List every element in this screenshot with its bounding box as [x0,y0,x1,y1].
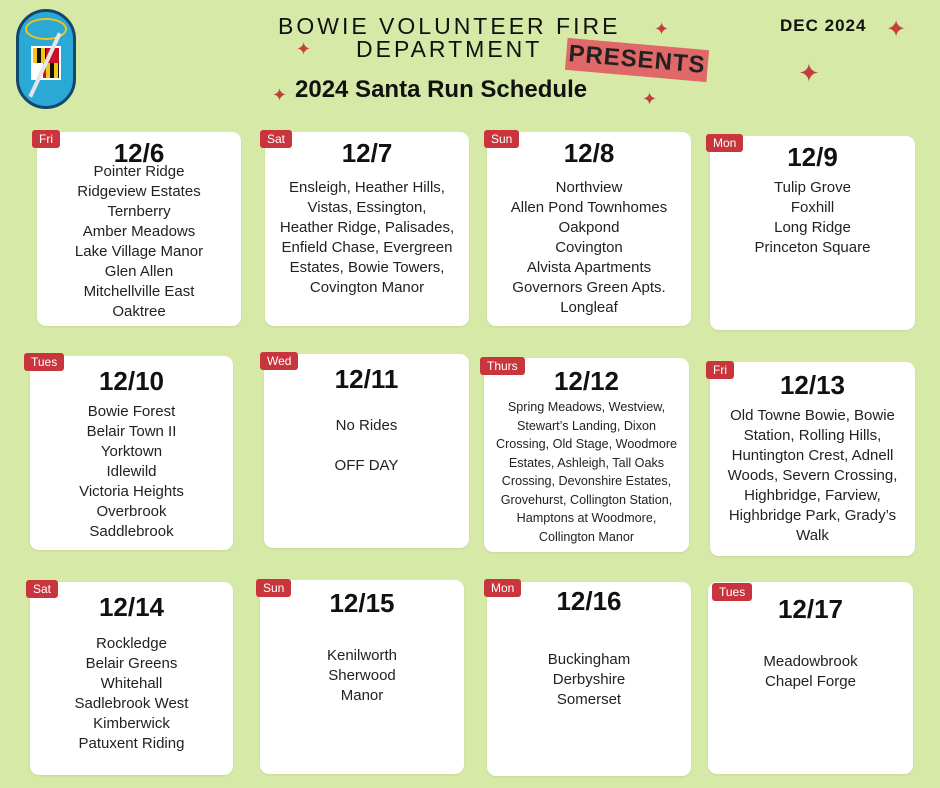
card-date: 12/16 [556,586,622,616]
card-neighborhoods: Rockledge Belair Greens Whitehall Sadlebrook West Kimberwick Patuxent Riding [74,635,189,752]
schedule-card [264,354,469,548]
schedule-card [30,356,233,550]
card-date: 12/11 [334,364,399,394]
card-neighborhoods: Northview Allen Pond Townhomes Oakpond Covington Alvista Apartments Governors Green Apts. Longleaf [510,179,668,316]
day-tag: Sun [256,579,291,597]
card-date: 12/15 [329,588,395,618]
day-tag: Sat [260,130,292,148]
schedule-card [487,582,691,776]
schedule-card [37,132,241,326]
sparkle-icon: ✦ [798,58,820,88]
day-tag: Tues [712,583,752,601]
sparkle-icon: ✦ [654,19,670,39]
day-tag: Wed [260,352,298,370]
schedule-card [710,362,915,556]
schedule-card [708,582,913,774]
schedule-card [487,132,691,326]
schedule-subtitle: 2024 Santa Run Schedule [295,76,588,103]
card-neighborhoods: Bowie Forest Belair Town II Yorktown Idlewild Victoria Heights Overbrook Saddlebrook [79,403,184,540]
card-date: 12/8 [563,138,615,168]
card-neighborhoods: Meadowbrook Chapel Forge [763,653,858,690]
day-tag: Fri [706,361,734,379]
card-neighborhoods: No Rides OFF DAY [334,417,399,474]
schedule-card [30,582,233,775]
card-date: 12/10 [98,366,165,396]
org-title-line-1: BOWIE VOLUNTEER FIRE [278,13,621,39]
schedule-card [710,136,915,330]
card-date: 12/6 [113,138,165,168]
sparkle-icon: ✦ [886,16,907,43]
card-date: 12/9 [787,142,838,172]
org-title-line-2: DEPARTMENT [356,36,543,62]
sparkle-icon: ✦ [642,89,658,109]
schedule-card [260,580,464,774]
day-tag: Sat [26,580,58,598]
card-neighborhoods: Pointer Ridge Ridgeview Estates Ternberry Amber Meadows Lake Village Manor Glen Allen Mitchellville East Oaktree [74,163,204,320]
sparkle-icon: ✦ [272,85,288,105]
card-date: 12/12 [553,366,620,396]
card-neighborhoods: Kenilworth Sherwood Manor [326,647,398,704]
day-tag: Mon [484,579,521,597]
card-neighborhoods: Tulip Grove Foxhill Long Ridge Princeton Square [754,179,871,256]
day-tag: Thurs [480,357,525,375]
day-tag: Fri [32,130,60,148]
card-neighborhoods: Old Towne Bowie, Bowie Station, Rolling Hills, Huntington Crest, Adnell Woods, Severn Crossing, Highbridge, Farview, Highbridge Park, Grady’s Walk [727,407,898,544]
card-date: 12/7 [341,138,393,168]
schedule-card [265,132,469,326]
presents-banner: PRESENTS [565,38,709,82]
day-tag: Sun [484,130,519,148]
card-date: 12/17 [777,594,844,624]
department-logo [16,9,76,109]
schedule-date: DEC 2024 [780,16,867,35]
schedule-card [484,358,689,552]
card-neighborhoods: Ensleigh, Heather Hills, Vistas, Essington, Heather Ridge, Palisades, Enfield Chase, Evergreen Estates, Bowie Towers, Covington Manor [279,179,455,296]
sparkle-icon: ✦ [296,39,312,59]
day-tag: Tues [24,353,64,371]
card-date: 12/14 [98,592,165,622]
card-neighborhoods: Buckingham Derbyshire Somerset [547,651,631,708]
card-neighborhoods: Spring Meadows, Westview, Stewart’s Landing, Dixon Crossing, Old Stage, Woodmore Estates, Ashleigh, Tall Oaks Crossing, Devonshire Estates, Grovehurst, Collington Station, Hamptons at Woodmore, Collington Manor [495,400,678,544]
card-date: 12/13 [779,370,846,400]
day-tag: Mon [706,134,743,152]
